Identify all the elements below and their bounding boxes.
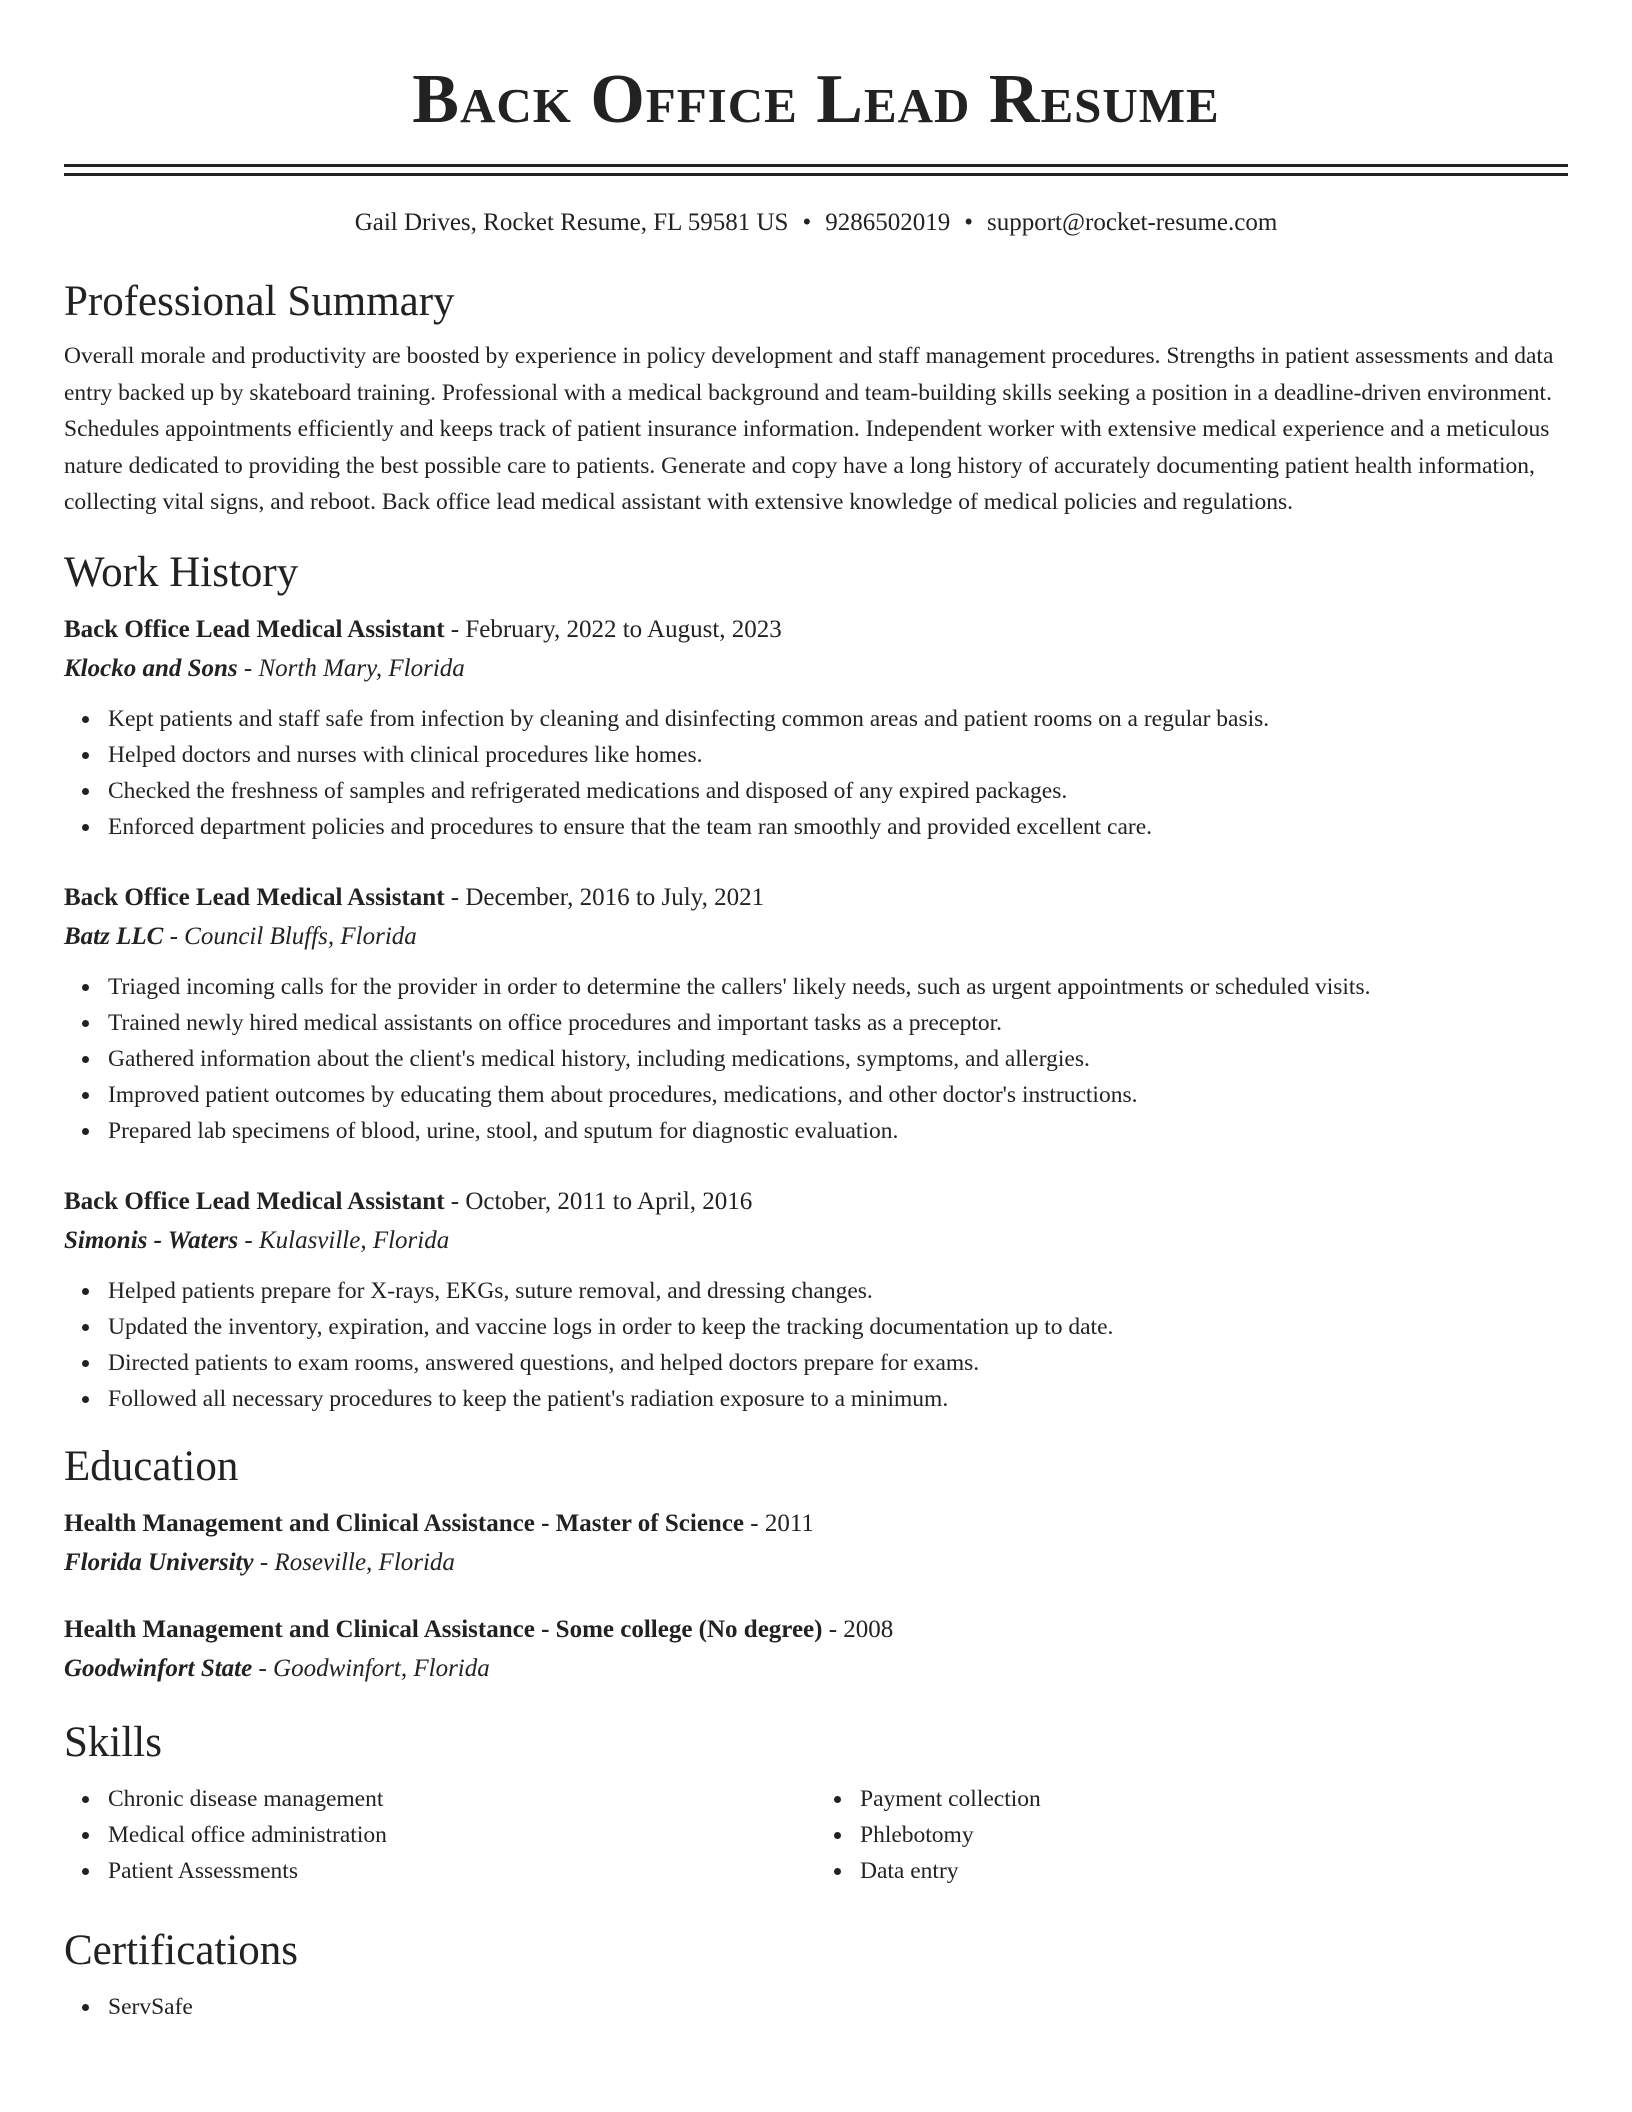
- education-school: Florida University: [64, 1548, 254, 1576]
- certification-item: ServSafe: [108, 1989, 1568, 2025]
- job-location: - Kulasville, Florida: [238, 1226, 450, 1254]
- certifications-list: [64, 1989, 1568, 2025]
- job-duties-list: [64, 701, 1568, 845]
- skills-list-right: [816, 1781, 1568, 1889]
- contact-separator: •: [802, 209, 812, 236]
- job-entry: [64, 1183, 1568, 1417]
- list-item: Helped doctors and nurses with clinical procedures like homes.: [108, 737, 1568, 773]
- contact-address: Gail Drives, Rocket Resume, FL 59581 US: [354, 209, 789, 236]
- job-entry: [64, 879, 1568, 1149]
- resume-content: [64, 0, 1568, 2025]
- contact-phone: 9286502019: [825, 209, 951, 236]
- title-rule-bottom: [64, 173, 1568, 176]
- contact-separator: •: [964, 209, 973, 236]
- job-employer: [64, 1221, 1568, 1261]
- job-header: [64, 1183, 1568, 1221]
- job-title: Back Office Lead Medical Assistant: [64, 615, 445, 643]
- list-item: Enforced department policies and procedures to ensure that the team ran smoothly and provided excellent care.: [108, 809, 1568, 845]
- title-double-rule: [64, 164, 1568, 176]
- contact-line: [64, 206, 1568, 240]
- job-location: - North Mary, Florida: [237, 654, 465, 682]
- list-item: Kept patients and staff safe from infection by cleaning and disinfecting common areas and patient rooms on a regular basis.: [108, 701, 1568, 737]
- list-item: Directed patients to exam rooms, answered questions, and helped doctors prepare for exams.: [108, 1345, 1568, 1381]
- skill-item: Data entry: [860, 1853, 1568, 1889]
- job-entry: [64, 611, 1568, 845]
- skill-item: Patient Assessments: [108, 1853, 816, 1889]
- list-item: Checked the freshness of samples and refrigerated medications and disposed of any expired packages.: [108, 773, 1568, 809]
- education-header: [64, 1611, 1568, 1649]
- education-heading: Education: [64, 1442, 239, 1490]
- job-employer: [64, 649, 1568, 689]
- education-year: - 2011: [744, 1509, 814, 1537]
- job-employer: [64, 917, 1568, 957]
- skill-item: Payment collection: [860, 1781, 1568, 1817]
- summary-text: Overall morale and productivity are boosted by experience in policy development and staff management procedures. Strengths in patient assessments and data entry backed up by skateboard training. Professional with a medical background and team-building skills seeking a position in a deadline-driven environment. Schedules appointments efficiently and keeps track of patient insurance information. Independent worker with extensive medical experience and a meticulous nature dedicated to providing the best possible care to patients. Generate and copy have a long history of accurately documenting patient health information, collecting vital signs, and reboot. Back office lead medical assistant with extensive knowledge of medical policies and regulations.: [64, 343, 1554, 515]
- list-item: Improved patient outcomes by educating them about procedures, medications, and other doctor's instructions.: [108, 1077, 1568, 1113]
- resume-title: Back Office Lead Resume: [412, 61, 1220, 138]
- education-year: - 2008: [822, 1615, 894, 1643]
- skills-grid: [64, 1781, 1568, 1889]
- job-company: Batz LLC: [64, 922, 164, 950]
- title-rule-top: [64, 164, 1568, 167]
- skill-item: Chronic disease management: [108, 1781, 816, 1817]
- list-item: Prepared lab specimens of blood, urine, stool, and sputum for diagnostic evaluation.: [108, 1113, 1568, 1149]
- list-item: Triaged incoming calls for the provider in order to determine the callers' likely needs, such as urgent appointments or scheduled visits.: [108, 969, 1568, 1005]
- job-company: Klocko and Sons: [64, 654, 238, 682]
- job-header: [64, 611, 1568, 649]
- education-school-line: [64, 1649, 1568, 1689]
- job-duties-list: [64, 969, 1568, 1149]
- job-duties-list: [64, 1273, 1568, 1417]
- education-degree: Health Management and Clinical Assistance - Master of Science: [64, 1509, 745, 1537]
- skill-item: Medical office administration: [108, 1817, 816, 1853]
- job-header: [64, 879, 1568, 917]
- job-dates: - February, 2022 to August, 2023: [444, 615, 782, 643]
- education-entry: [64, 1505, 1568, 1583]
- education-header: [64, 1505, 1568, 1543]
- list-item: Gathered information about the client's medical history, including medications, symptoms, and allergies.: [108, 1041, 1568, 1077]
- education-school: Goodwinfort State: [64, 1654, 253, 1682]
- contact-email: support@rocket-resume.com: [987, 209, 1278, 236]
- job-dates: - December, 2016 to July, 2021: [444, 883, 765, 911]
- education-school-line: [64, 1543, 1568, 1583]
- education-entry: [64, 1611, 1568, 1689]
- skill-item: Phlebotomy: [860, 1817, 1568, 1853]
- skills-list-left: [64, 1781, 816, 1889]
- job-dates: - October, 2011 to April, 2016: [444, 1187, 753, 1215]
- list-item: Followed all necessary procedures to keep the patient's radiation exposure to a minimum.: [108, 1381, 1568, 1417]
- job-location: - Council Bluffs, Florida: [163, 922, 417, 950]
- education-degree: Health Management and Clinical Assistance - Some college (No degree): [64, 1615, 823, 1643]
- certifications-heading: Certifications: [64, 1926, 299, 1974]
- education-location: - Goodwinfort, Florida: [252, 1654, 490, 1682]
- list-item: Updated the inventory, expiration, and vaccine logs in order to keep the tracking documentation up to date.: [108, 1309, 1568, 1345]
- work-history-heading: Work History: [64, 548, 299, 596]
- job-company: Simonis - Waters: [64, 1226, 239, 1254]
- education-location: - Roseville, Florida: [253, 1548, 455, 1576]
- skills-heading: Skills: [64, 1718, 162, 1766]
- job-title: Back Office Lead Medical Assistant: [64, 883, 445, 911]
- list-item: Helped patients prepare for X-rays, EKGs, suture removal, and dressing changes.: [108, 1273, 1568, 1309]
- summary-heading: Professional Summary: [64, 278, 455, 325]
- list-item: Trained newly hired medical assistants on office procedures and important tasks as a preceptor.: [108, 1005, 1568, 1041]
- job-title: Back Office Lead Medical Assistant: [64, 1187, 445, 1215]
